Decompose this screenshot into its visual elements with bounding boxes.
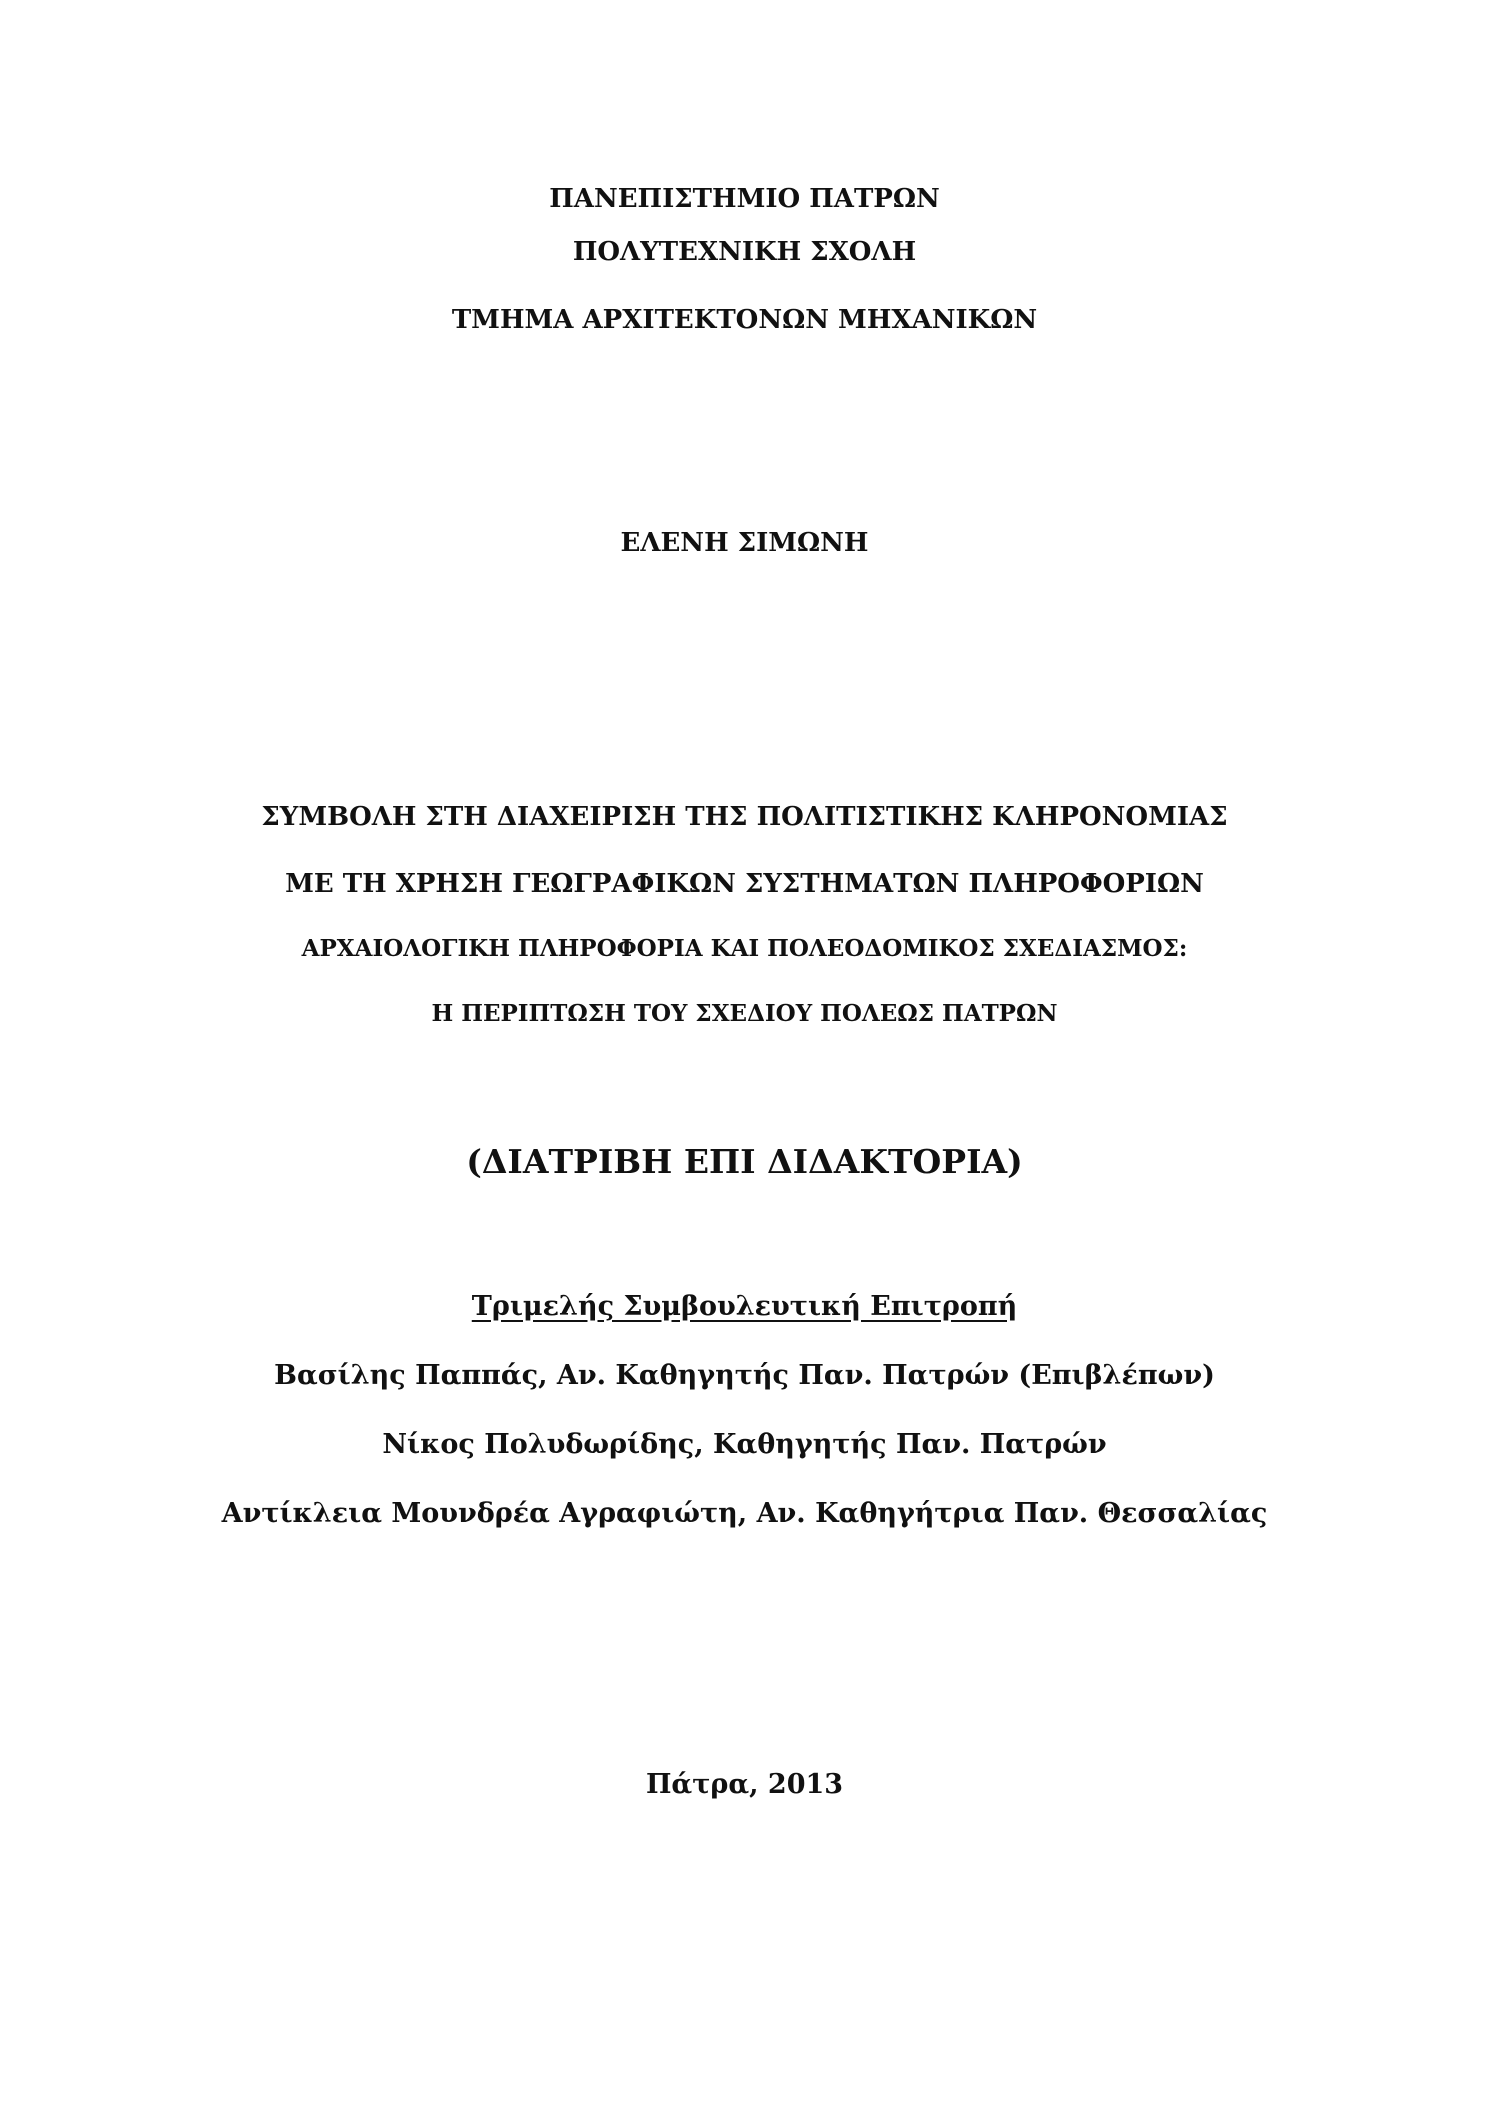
document-type: (ΔΙΑΤΡΙΒΗ ΕΠΙ ΔΙΔΑΚΤΟΡΙΑ) xyxy=(466,1142,1023,1181)
committee-member: Βασίλης Παππάς, Αν. Καθηγητής Παν. Πατρών (Επιβλέπων) xyxy=(274,1360,1215,1391)
thesis-subtitle-line-2: Η ΠΕΡΙΠΤΩΣΗ ΤΟΥ ΣΧΕΔΙΟΥ ΠΟΛΕΩΣ ΠΑΤΡΩΝ xyxy=(431,1000,1058,1027)
school-name: ΠΟΛΥΤΕΧΝΙΚΗ ΣΧΟΛΗ xyxy=(572,237,917,267)
thesis-title-line-1: ΣΥΜΒΟΛΗ ΣΤΗ ΔΙΑΧΕΙΡΙΣΗ ΤΗΣ ΠΟΛΙΤΙΣΤΙΚΗΣ ΚΛΗΡΟΝΟΜΙΑΣ xyxy=(261,802,1228,832)
thesis-title-line-2: ΜΕ ΤΗ ΧΡΗΣΗ ΓΕΩΓΡΑΦΙΚΩΝ ΣΥΣΤΗΜΑΤΩΝ ΠΛΗΡΟΦΟΡΙΩΝ xyxy=(285,869,1204,899)
place-date: Πάτρα, 2013 xyxy=(645,1769,844,1800)
department-name: ΤΜΗΜΑ ΑΡΧΙΤΕΚΤΟΝΩΝ ΜΗΧΑΝΙΚΩΝ xyxy=(451,305,1038,335)
committee-member: Αντίκλεια Μουνδρέα Αγραφιώτη, Αν. Καθηγήτρια Παν. Θεσσαλίας xyxy=(221,1498,1268,1529)
committee-heading: Τριμελής Συμβουλευτική Επιτροπή xyxy=(471,1291,1018,1322)
author-name: ΕΛΕΝΗ ΣΙΜΩΝΗ xyxy=(620,528,869,558)
committee-member: Νίκος Πολυδωρίδης, Καθηγητής Παν. Πατρών xyxy=(382,1429,1107,1460)
university-name: ΠΑΝΕΠΙΣΤΗΜΙΟ ΠΑΤΡΩΝ xyxy=(549,184,940,214)
thesis-subtitle-line-1: ΑΡΧΑΙΟΛΟΓΙΚΗ ΠΛΗΡΟΦΟΡΙΑ ΚΑΙ ΠΟΛΕΟΔΟΜΙΚΟΣ ΣΧΕΔΙΑΣΜΟΣ: xyxy=(301,935,1188,962)
